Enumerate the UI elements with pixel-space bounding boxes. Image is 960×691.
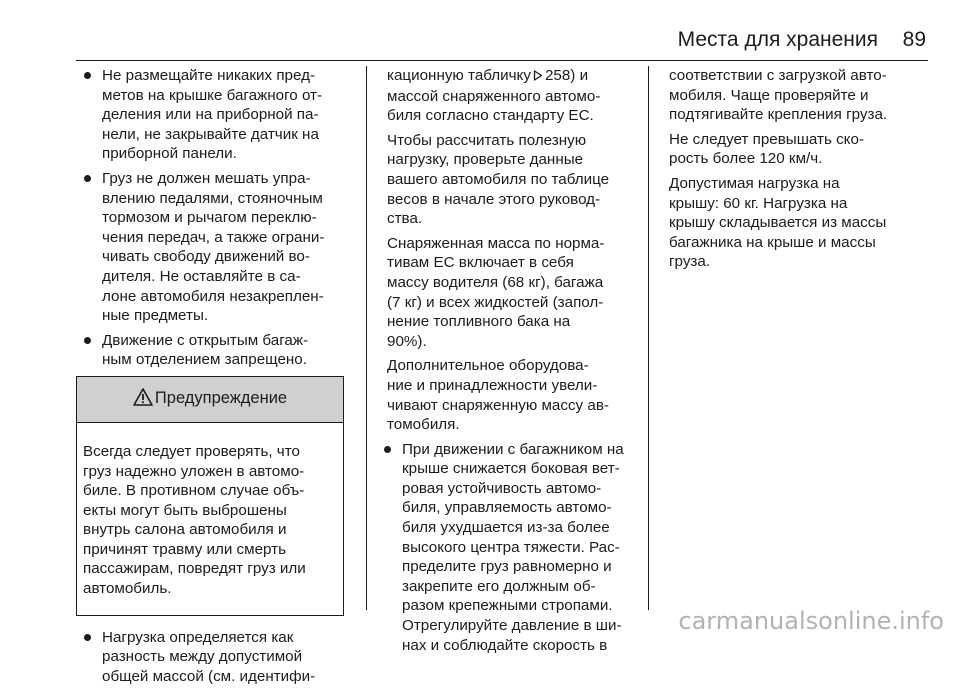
- text-line: При движении с багажником на: [402, 440, 624, 458]
- text-line: массой снаряженного автомо-: [387, 87, 601, 105]
- text-line: ства.: [387, 210, 423, 228]
- text-line: ровая устойчивость автомо-: [402, 479, 602, 497]
- text-line: Не размещайте никаких пред-: [102, 67, 316, 84]
- text-line: нах и соблюдайте скорость в: [402, 636, 608, 654]
- warning-triangle-icon: [133, 388, 153, 412]
- page-reference-link[interactable]: 258) и: [544, 67, 589, 84]
- text-line: автомобиль.: [83, 580, 172, 598]
- text-line: дителя. Не оставляйте в са-: [102, 267, 301, 285]
- text-line: Не следует превышать ско-: [669, 130, 865, 148]
- text-line: весов в начале этого руковод-: [387, 190, 601, 208]
- text-line: высокого центра тяжести. Рас-: [402, 538, 620, 556]
- text-line: Груз не должен мешать упра-: [102, 169, 311, 187]
- warning-title: Предупреждение: [154, 388, 288, 407]
- paragraph: [387, 234, 637, 352]
- text-line: пассажирам, повредят груз или: [83, 560, 306, 578]
- text-line: Дополнительное оборудова-: [387, 357, 589, 375]
- column-3: [669, 66, 931, 277]
- text-line: нагрузку, проверьте данные: [387, 151, 584, 169]
- text-line: закрепите его должным об-: [402, 577, 596, 595]
- text-line: подтягивайте крепления груза.: [669, 106, 888, 124]
- text-line: Чтобы рассчитать полезную: [387, 131, 587, 149]
- list-item: [76, 169, 344, 326]
- text-run: кационную табличку: [387, 67, 531, 84]
- text-line: ным отделением запрещено.: [102, 351, 307, 369]
- text-line: ние и принадлежности увели-: [387, 376, 598, 394]
- text-line: вашего автомобиля по таблице: [387, 170, 610, 188]
- bullet-dot-icon: [84, 175, 91, 182]
- text-line: разом крепежными стропами.: [402, 597, 613, 615]
- column-divider-1: [366, 66, 367, 610]
- text-line: соответствии с загрузкой авто-: [669, 67, 887, 84]
- column-2: [387, 66, 637, 660]
- header-rule: [76, 60, 928, 61]
- text-line: нели, не закрывайте датчик на: [102, 125, 319, 143]
- text-line: томобиля.: [387, 416, 460, 434]
- text-line: разность между допустимой: [102, 648, 303, 666]
- text-line: Всегда следует проверять, что: [83, 442, 300, 460]
- text-line: нение топливного бака на: [387, 313, 571, 331]
- text-line: чивают снаряженную массу ав-: [387, 396, 609, 414]
- text-line: груз надежно уложен в автомо-: [83, 462, 305, 480]
- text-line: Допустимая нагрузка на: [669, 174, 840, 192]
- list-item: [76, 628, 344, 687]
- list-item: [376, 440, 637, 656]
- text-line: Отрегулируйте давление в ши-: [402, 617, 622, 635]
- text-line: деления или на приборной па-: [102, 106, 319, 124]
- text-line: крышу складывается из массы: [669, 214, 887, 232]
- text-run: [387, 87, 637, 126]
- bullet-dot-icon: [84, 72, 91, 79]
- bullet-dot-icon: [84, 337, 91, 344]
- text-line: приборной панели.: [102, 145, 237, 163]
- text-line: биля согласно стандарту ЕС.: [387, 107, 594, 125]
- text-line: биля, управляемость автомо-: [402, 499, 612, 517]
- warning-text: [77, 423, 343, 615]
- text-line: влению педалями, стояночным: [102, 189, 323, 207]
- page-number: 89: [902, 28, 926, 51]
- column-divider-2: [648, 66, 649, 610]
- text-line: рость более 120 км/ч.: [669, 150, 823, 168]
- text-line: крышу: 60 кг. Нагрузка на: [669, 194, 848, 212]
- paragraph: [387, 356, 637, 434]
- text-line: лоне автомобиля незакреплен-: [102, 287, 324, 305]
- paragraph: [669, 66, 931, 125]
- paragraph: [387, 66, 637, 126]
- text-line: Движение с открытым багаж-: [102, 331, 309, 349]
- text-line: ные предметы.: [102, 307, 209, 325]
- text-line: тивам ЕС включает в себя: [387, 254, 574, 272]
- paragraph: [669, 130, 931, 169]
- page-title: Места для хранения: [677, 28, 878, 51]
- text-line: груза.: [669, 253, 711, 271]
- text-line: мобиля. Чаще проверяйте и: [669, 86, 869, 104]
- text-line: метов на крышке багажного от-: [102, 86, 323, 104]
- bullet-dot-icon: [84, 634, 91, 641]
- text-line: екты могут быть выброшены: [83, 501, 287, 519]
- text-line: крыше снижается боковая вет-: [402, 460, 620, 478]
- page-reference-triangle-icon[interactable]: [533, 67, 543, 87]
- text-line: 90%).: [387, 332, 427, 350]
- bullet-dot-icon: [384, 446, 391, 453]
- column-1: [76, 66, 344, 691]
- text-line: чения передач, а также ограни-: [102, 228, 325, 246]
- page-header: [0, 22, 960, 62]
- watermark: carmanualsonline.info: [678, 607, 944, 635]
- text-line: пределите груз равномерно и: [402, 558, 612, 576]
- text-line: общей массой (см. идентифи-: [102, 667, 316, 685]
- warning-box: [76, 376, 344, 616]
- list-item: [76, 66, 344, 164]
- paragraph: [387, 131, 637, 229]
- paragraph: [669, 174, 931, 272]
- text-line: биля ухудшается из-за более: [402, 519, 610, 537]
- text-line: внутрь салона автомобиля и: [83, 521, 287, 539]
- list-item: [76, 331, 344, 370]
- text-line: багажника на крыше и массы: [669, 233, 876, 251]
- text-line: чивать свободу движений во-: [102, 248, 310, 266]
- text-line: Нагрузка определяется как: [102, 628, 294, 646]
- text-line: (7 кг) и всех жидкостей (запол-: [387, 293, 604, 311]
- text-line: массу водителя (68 кг), багажа: [387, 273, 604, 291]
- text-line: биле. В противном случае объ-: [83, 482, 305, 500]
- text-line: Снаряженная масса по норма-: [387, 234, 605, 252]
- text-line: тормозом и рычагом переклю-: [102, 209, 317, 227]
- warning-header: [77, 377, 343, 423]
- text-line: причинят травму или смерть: [83, 540, 287, 558]
